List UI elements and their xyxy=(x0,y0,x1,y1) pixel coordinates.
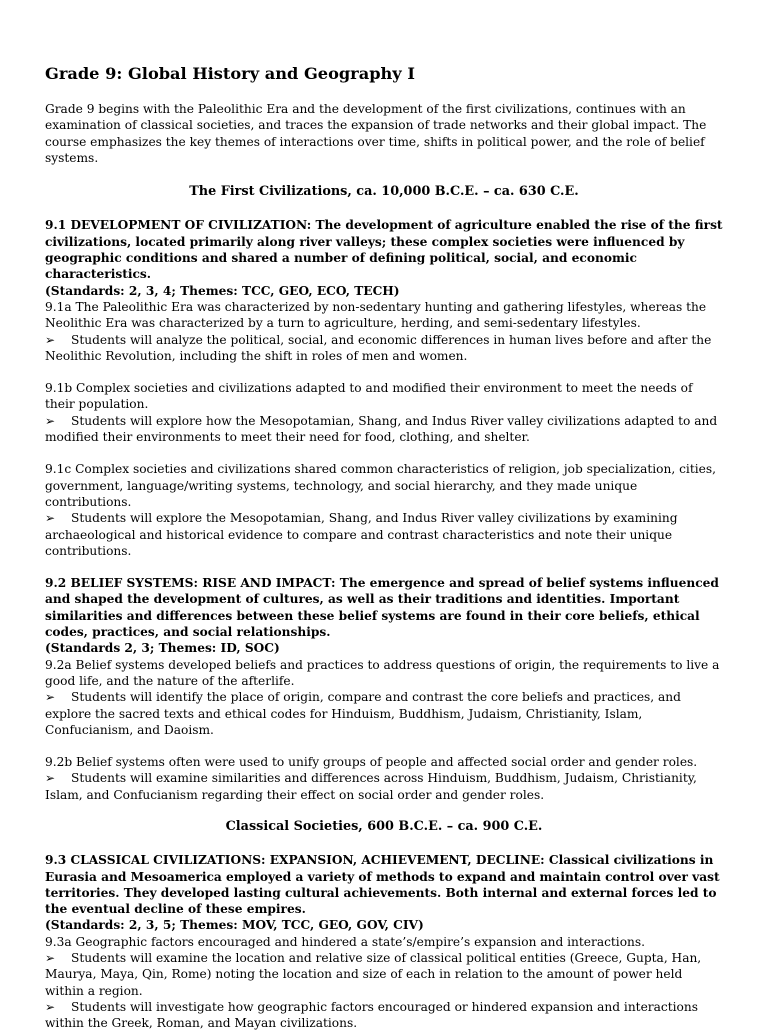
era-heading-first-civilizations: The First Civilizations, ca. 10,000 B.C.E. – ca. 630 C.E. xyxy=(189,184,579,200)
bullet-text: Students will explore the Mesopotamian, Shang, and Indus River valley civilizations by examining archaeological and historical evidence to compare and contrast characteristics and note their unique contributions. xyxy=(45,511,678,558)
bullet-text: Students will examine similarities and differences across Hinduism, Buddhism, Judaism, Christianity, Islam, and Confucianism regarding their effect on social order and gender roles. xyxy=(45,771,697,802)
subsection-9-2b xyxy=(45,754,723,803)
subsection-text: 9.2b Belief systems often were used to unify groups of people and affected social order and gender roles. xyxy=(45,755,698,770)
subsection-text: 9.1c Complex societies and civilizations shared common characteristics of religion, job specialization, cities, government, language/writing systems, technology, and social hierarchy, and they made unique contributions. xyxy=(45,462,716,509)
intro-paragraph: Grade 9 begins with the Paleolithic Era and the development of the first civilizations, continues with an examination of classical societies, and traces the expansion of trade networks and their global impact. The course emphasizes the key themes of interactions over time, shifts in political power, and the role of belief systems. xyxy=(45,102,707,165)
era-heading-classical-societies: Classical Societies, 600 B.C.E. – ca. 900 C.E. xyxy=(225,818,543,834)
student-bullet xyxy=(45,413,723,446)
student-bullet xyxy=(45,999,723,1032)
arrow-bullet-icon: ➢ xyxy=(45,511,56,526)
student-bullet xyxy=(45,510,723,559)
student-bullet xyxy=(45,950,723,999)
arrow-bullet-icon: ➢ xyxy=(45,999,56,1014)
subsection-9-2a xyxy=(45,657,723,738)
subsection-9-3a xyxy=(45,934,723,1032)
subsection-9-1a xyxy=(45,299,723,364)
standards-line: (Standards 2, 3; Themes: ID, SOC) xyxy=(45,641,280,656)
arrow-bullet-icon: ➢ xyxy=(45,951,56,966)
bullet-text: Students will explore how the Mesopotamian, Shang, and Indus River valley civilizations adapted to and modified their environments to meet their need for food, clothing, and shelter. xyxy=(45,413,718,445)
section-heading: 9.3 CLASSICAL CIVILIZATIONS: EXPANSION, ACHIEVEMENT, DECLINE: Classical civilizations in Eurasia and Mesoamerica employed a variety of methods to expand and maintain control over vast territories. They developed lasting cultural achievements. Both internal and external forces led to the eventual decline of these empires. xyxy=(45,853,720,917)
bullet-text: Students will examine the location and relative size of classical political entities (Greece, Gupta, Han, Maurya, Maya, Qin, Rome) noting the location and size of each in relation to the amount of power held within a region. xyxy=(45,951,702,998)
subsection-9-1b xyxy=(45,380,723,445)
section-9-2 xyxy=(45,575,723,803)
subsection-text: 9.1b Complex societies and civilizations adapted to and modified their environment to meet the needs of their population. xyxy=(45,381,693,412)
section-heading: 9.2 BELIEF SYSTEMS: RISE AND IMPACT: The emergence and spread of belief systems influenced and shaped the development of cultures, as well as their traditions and identities. Important similarities and differences between these belief systems are found in their core beliefs, ethical codes, practices, and social relationships. xyxy=(45,576,719,640)
section-9-3 xyxy=(45,852,723,1031)
student-bullet xyxy=(45,332,723,365)
arrow-bullet-icon: ➢ xyxy=(45,690,56,705)
arrow-bullet-icon: ➢ xyxy=(45,413,56,428)
standards-line: (Standards: 2, 3, 4; Themes: TCC, GEO, ECO, TECH) xyxy=(45,283,400,298)
subsection-text: 9.2a Belief systems developed beliefs and practices to address questions of origin, the requirements to live a good life, and the nature of the afterlife. xyxy=(45,657,720,688)
bullet-text: Students will identify the place of origin, compare and contrast the core beliefs and practices, and explore the sacred texts and ethical codes for Hinduism, Buddhism, Judaism, Christianity, Islam, Confucianism, and Daoism. xyxy=(45,690,681,737)
student-bullet xyxy=(45,689,723,738)
section-9-1 xyxy=(45,217,723,559)
page-title: Grade 9: Global History and Geography I xyxy=(45,64,415,83)
student-bullet xyxy=(45,770,723,803)
subsection-text: 9.3a Geographic factors encouraged and hindered a state’s/empire’s expansion and interactions. xyxy=(45,934,646,949)
arrow-bullet-icon: ➢ xyxy=(45,332,56,347)
bullet-text: Students will investigate how geographic factors encouraged or hindered expansion and interactions within the Greek, Roman, and Mayan civilizations. xyxy=(45,999,698,1031)
bullet-text: Students will analyze the political, social, and economic differences in human lives before and after the Neolithic Revolution, including the shift in roles of men and women. xyxy=(45,332,712,363)
subsection-9-1c xyxy=(45,461,723,559)
arrow-bullet-icon: ➢ xyxy=(45,771,56,786)
standards-line: (Standards: 2, 3, 5; Themes: MOV, TCC, GEO, GOV, CIV) xyxy=(45,918,424,933)
section-heading: 9.1 DEVELOPMENT OF CIVILIZATION: The development of agriculture enabled the rise of the first civilizations, located primarily along river valleys; these complex societies were influenced by geographic conditions and shared a number of defining political, social, and economic characteristics. xyxy=(45,218,723,282)
subsection-text: 9.1a The Paleolithic Era was characterized by non-sedentary hunting and gathering lifestyles, whereas the Neolithic Era was characterized by a turn to agriculture, herding, and semi-sedentary lifestyles. xyxy=(45,299,707,331)
